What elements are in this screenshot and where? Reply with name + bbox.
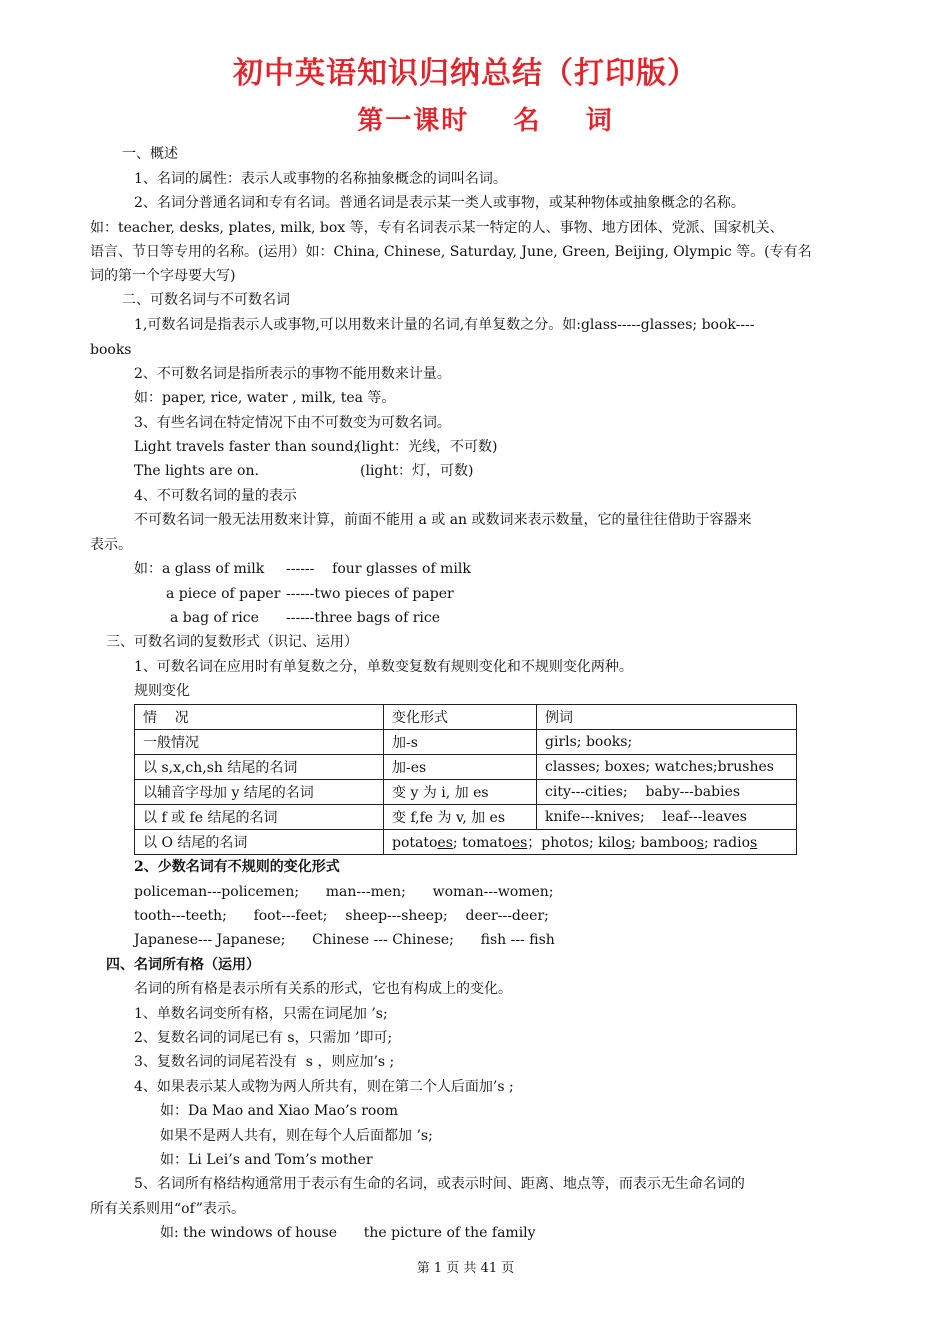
- paragraph: 4、如果表示某人或物为两人所共有，则在第二个人后面加’s ;: [134, 1079, 514, 1095]
- table-row: [135, 830, 797, 855]
- paragraph: 2、不可数名词是指所表示的事物不能用数来计量。: [134, 366, 451, 382]
- underlined-suffix: s: [696, 835, 704, 851]
- paragraph: 4、不可数名词的量的表示: [134, 488, 297, 504]
- table-cell: city---cities; baby---babies: [537, 780, 797, 805]
- underlined-suffix: es: [437, 835, 453, 851]
- paragraph-bold: 2、少数名词有不规则的变化形式: [134, 859, 340, 875]
- paragraph: 所有关系则用“of”表示。: [90, 1201, 245, 1217]
- example-line: 如: the windows of house the picture of the family: [160, 1225, 536, 1241]
- table-header-row: [135, 705, 797, 730]
- paragraph: 1,可数名词是指表示人或事物,可以用数来计量的名词,有单复数之分。如:glass-----glasses; book----: [134, 317, 755, 333]
- table-caption: 规则变化: [134, 683, 190, 699]
- example-line: 如：Li Lei’s and Tom’s mother: [160, 1152, 373, 1168]
- example-line: 如：a glass of milk: [134, 561, 265, 577]
- example-line: ------three bags of rice: [286, 610, 440, 626]
- example-line: a bag of rice: [170, 610, 259, 626]
- table-row: [135, 755, 797, 780]
- example-note: 如果不是两人共有，则在每个人后面都加 ’s;: [160, 1128, 433, 1144]
- underlined-suffix: s: [750, 835, 758, 851]
- paragraph: 2、复数名词的词尾已有 s，只需加 ’即可;: [134, 1030, 393, 1046]
- example-line: Light travels faster than sound;: [134, 439, 359, 455]
- paragraph: 不可数名词一般无法用数来计算，前面不能用 a 或 an 或数词来表示数量，它的量往往借助于容器来: [134, 512, 752, 528]
- irregular-plural-line: tooth---teeth; foot---feet; sheep---sheep; deer---deer;: [134, 908, 549, 924]
- table-header-cell: 变化形式: [384, 705, 537, 730]
- table-cell: 一般情况: [135, 730, 384, 755]
- irregular-plural-line: Japanese--- Japanese; Chinese --- Chinese; fish --- fish: [134, 932, 555, 948]
- example-text: potato: [392, 835, 438, 851]
- example-line: ------two pieces of paper: [286, 586, 454, 602]
- paragraph: 1、名词的属性：表示人或事物的名称抽象概念的词叫名词。: [134, 171, 507, 187]
- table-cell: girls; books;: [537, 730, 797, 755]
- example-text: ; radio: [703, 835, 751, 851]
- paragraph: 3、复数名词的词尾若没有 s ，则应加’s ;: [134, 1054, 395, 1070]
- paragraph: 语言、节日等专用的名称。(运用）如：China, Chinese, Saturday, June, Green, Beijing, Olympic 等。(专有名: [90, 244, 812, 260]
- section-heading-overview: 一、概述: [122, 146, 178, 162]
- document-title: 初中英语知识归纳总结（打印版）: [233, 56, 698, 91]
- plural-rules-table: [134, 704, 797, 855]
- example-note: (light：灯，可数): [360, 463, 474, 479]
- table-cell: 以 O 结尾的名词: [135, 830, 384, 855]
- example-line: 如：paper, rice, water , milk, tea 等。: [134, 390, 396, 406]
- example-line: a piece of paper: [166, 586, 281, 602]
- paragraph: 词的第一个字母要大写): [90, 268, 236, 284]
- table-cell: 变 f,fe 为 v, 加 es: [384, 805, 537, 830]
- table-row: [135, 805, 797, 830]
- table-cell: 加-s: [384, 730, 537, 755]
- paragraph: 3、有些名词在特定情况下由不可数变为可数名词。: [134, 415, 451, 431]
- paragraph: 2、名词分普通名词和专有名词。普通名词是表示某一类人或事物，或某种物体或抽象概念的名称。: [134, 195, 745, 211]
- table-cell: 以 f 或 fe 结尾的名词: [135, 805, 384, 830]
- paragraph: 名词的所有格是表示所有关系的形式，它也有构成上的变化。: [134, 981, 512, 997]
- table-cell: 以 s,x,ch,sh 结尾的名词: [135, 755, 384, 780]
- table-header-cell: 情 况: [135, 705, 384, 730]
- example-line: 如：Da Mao and Xiao Mao’s room: [160, 1103, 399, 1119]
- table-row: [135, 730, 797, 755]
- section-heading-plural: 三、可数名词的复数形式（识记、运用）: [106, 634, 358, 650]
- example-line: ------ four glasses of milk: [286, 561, 471, 577]
- lesson-subtitle: 第一课时 名 词: [357, 106, 614, 136]
- section-heading-possessive: 四、名词所有格（运用）: [106, 957, 260, 973]
- example-text: ; bamboo: [631, 835, 697, 851]
- irregular-plural-line: policeman---policemen; man---men; woman---women;: [134, 884, 554, 900]
- underlined-suffix: es: [511, 835, 528, 851]
- paragraph: 1、单数名词变所有格，只需在词尾加 ’s;: [134, 1006, 388, 1022]
- table-cell: 以辅音字母加 y 结尾的名词: [135, 780, 384, 805]
- example-line: The lights are on.: [134, 463, 259, 479]
- example-text: ；photos; kilo: [527, 835, 624, 851]
- paragraph: books: [90, 342, 132, 358]
- paragraph: 5、名词所有格结构通常用于表示有生命的名词，或表示时间、距离、地点等，而表示无生命名词的: [134, 1176, 745, 1192]
- table-header-cell: 例词: [537, 705, 797, 730]
- paragraph: 表示。: [90, 537, 132, 553]
- page-number-footer: 第 1 页 共 41 页: [416, 1261, 515, 1276]
- example-text: ; tomato: [452, 835, 512, 851]
- underlined-suffix: s: [623, 835, 632, 851]
- table-cell: knife---knives; leaf---leaves: [537, 805, 797, 830]
- paragraph: 如：teacher, desks, plates, milk, box 等，专有名词表示某一特定的人、事物、地方团体、党派、国家机关、: [90, 220, 784, 236]
- table-cell: classes; boxes; watches;brushes: [537, 755, 797, 780]
- table-cell: 变 y 为 i, 加 es: [384, 780, 537, 805]
- section-heading-countable: 二、可数名词与不可数名词: [122, 292, 290, 308]
- table-row: [135, 780, 797, 805]
- example-note: (light：光线，不可数): [356, 439, 498, 455]
- table-cell-examples: [384, 830, 797, 855]
- table-cell: 加-es: [384, 755, 537, 780]
- paragraph: 1、可数名词在应用时有单复数之分，单数变复数有规则变化和不规则变化两种。: [134, 659, 633, 675]
